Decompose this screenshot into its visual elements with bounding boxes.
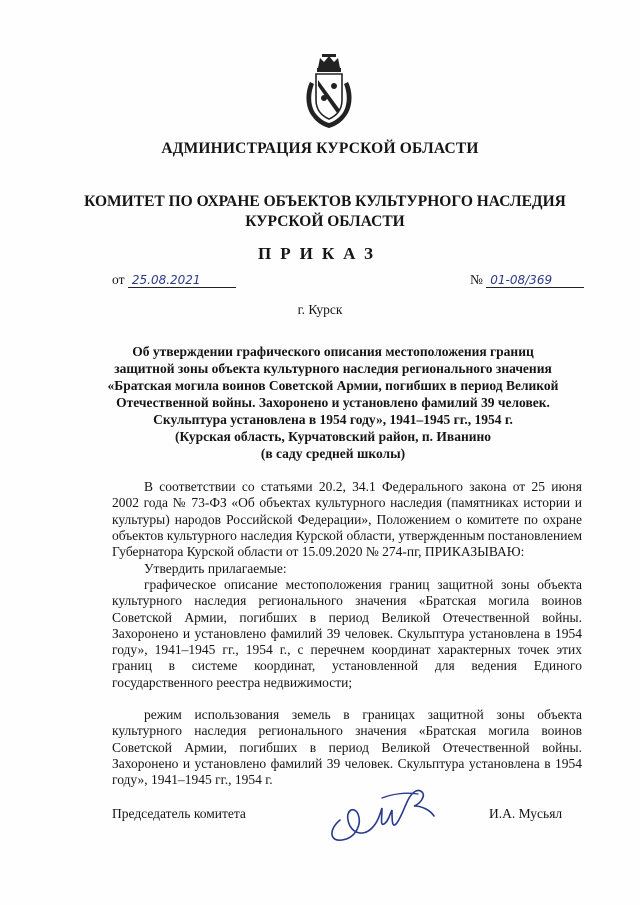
preamble-text: В соответствии со статьями 20.2, 34.1 Федерального закона от 25 июня 2002 года № 73-ФЗ «Об объектах культурного наследия (памятниках истории и культуры) народов Российской Федерации», Положением о комитете по охране объектов культурного наследия Курской области, утвержденным постановлением Губернатора Курской области от 15.09.2020 № 274-пг, ПРИКАЗЫВАЮ:: [112, 479, 582, 560]
city-label: г. Курск: [297, 302, 343, 317]
subject-line: (в саду средней школы): [260, 446, 406, 461]
date-handwritten-value: 25.08.2021: [128, 273, 236, 288]
administration-title: АДМИНИСТРАЦИЯ КУРСКОЙ ОБЛАСТИ: [161, 140, 479, 157]
date-prefix: от: [112, 272, 125, 287]
subject-line: защитной зоны объекта культурного наследия регионального значения: [114, 361, 552, 376]
preamble-paragraph: [112, 479, 582, 560]
subject-line: Об утверждении графического описания местоположения границ: [132, 344, 534, 359]
order-date: [112, 272, 236, 288]
item-land-use-regime-text: режим использования земель в границах защитной зоны объекта культурного наследия регионального значения «Братская могила воинов Советской Армии, погибших в период Великой Отечественной войны. Захоронено и установлено фамилий 39 человек. Скульптура установлена в 1954 году», 1941–1945 гг., 1954 г.: [112, 707, 582, 788]
committee-title-line-2: КУРСКОЙ ОБЛАСТИ: [245, 213, 405, 230]
committee-title-line-1: КОМИТЕТ ПО ОХРАНЕ ОБЪЕКТОВ КУЛЬТУРНОГО НАСЛЕДИЯ: [84, 193, 566, 210]
handwritten-signature: [322, 780, 452, 850]
subject-line: Отечественной войны. Захоронено и установлено фамилий 39 человек.: [116, 395, 550, 410]
signatory-name: И.А. Мусьял: [489, 806, 563, 821]
committee-title: [80, 192, 570, 232]
number-handwritten-value: 01-08/369: [486, 273, 584, 288]
coat-of-arms-emblem: [302, 52, 356, 130]
item-graphic-description: [112, 577, 582, 691]
approve-text: Утвердить прилагаемые:: [144, 561, 287, 576]
number-prefix: №: [470, 272, 483, 287]
item-graphic-description-text: графическое описание местоположения границ защитной зоны объекта культурного наследия регионального значения «Братская могила воинов Советской Армии, погибших в период Великой Отечественной войны. Захоронено и установлено фамилий 39 человек. Скульптура установлена в 1954 году», 1941–1945 гг., 1954 г., с перечнем координат характерных точек этих границ в системе координат, установленной для ведения Единого государственного реестра недвижимости;: [112, 577, 582, 690]
item-land-use-regime: [112, 707, 582, 788]
document-type-heading: ПРИКАЗ: [258, 244, 382, 263]
subject-line: «Братская могила воинов Советской Армии, погибших в период Великой: [107, 378, 559, 393]
subject-line: Скульптура установлена в 1954 году», 1941–1945 гг., 1954 г.: [153, 412, 513, 427]
signatory-position: Председатель комитета: [112, 806, 246, 821]
subject-line: (Курская область, Курчатовский район, п. Иванино: [174, 429, 492, 444]
order-subject: [98, 343, 568, 462]
approve-heading: [112, 561, 582, 577]
order-number: [470, 272, 584, 288]
